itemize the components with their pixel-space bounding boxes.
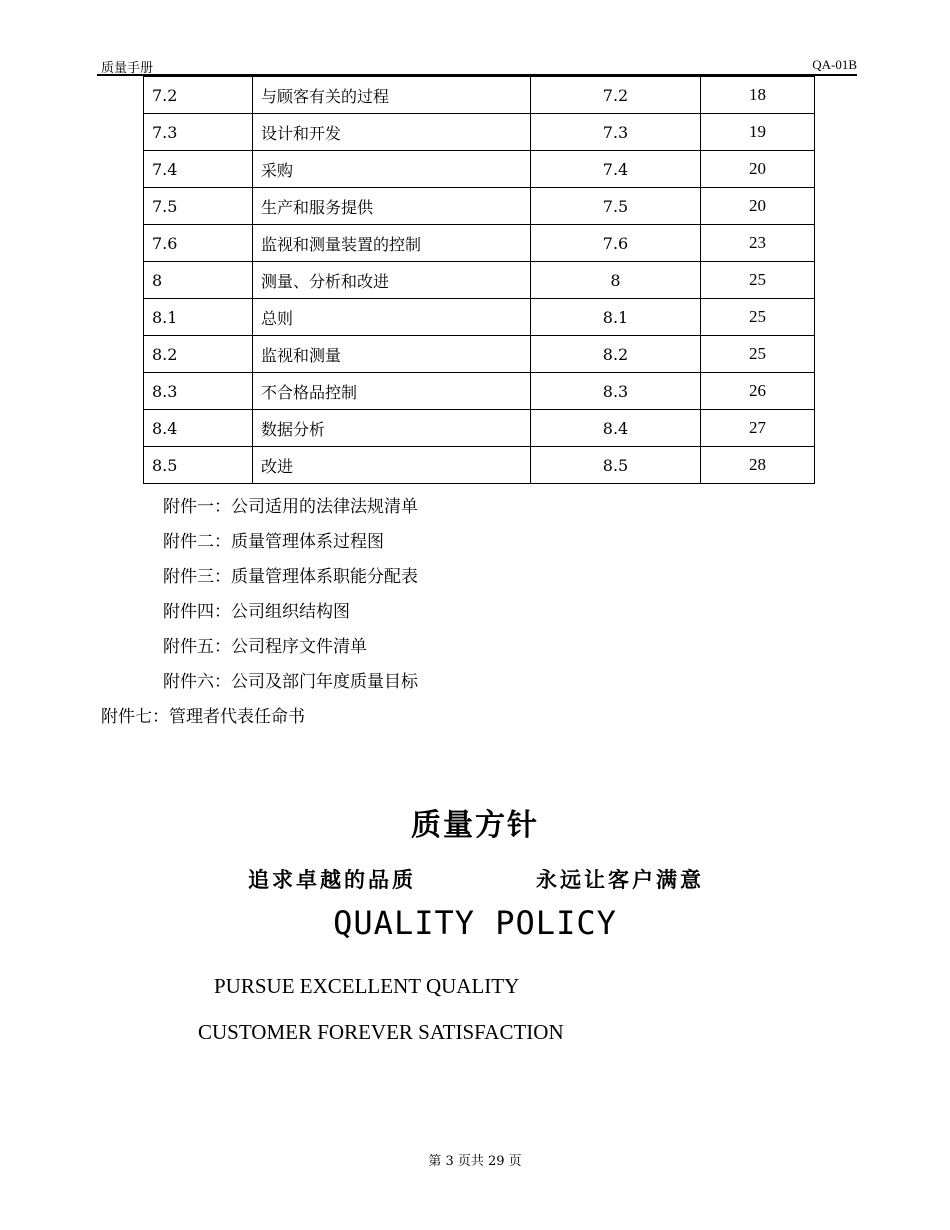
toc-row [144,151,815,188]
toc-section-title: 不合格品控制 [253,373,531,410]
toc-section-number: 8.1 [144,299,253,336]
toc-page-number: 25 [701,299,815,336]
toc-section-number: 7.4 [144,151,253,188]
header-doc-code: QA-01B [812,57,857,72]
toc-section-number: 7.3 [144,114,253,151]
toc-page-number: 19 [701,114,815,151]
toc-section-title: 设计和开发 [253,114,531,151]
appendix-7: 附件七：管理者代表任命书 [101,707,305,727]
toc-page-number: 25 [701,262,815,299]
toc-section-title: 测量、分析和改进 [253,262,531,299]
toc-clause: 8.3 [531,373,701,410]
toc-section-title: 总则 [253,299,531,336]
toc-clause: 7.2 [531,77,701,114]
toc-section-title: 监视和测量装置的控制 [253,225,531,262]
toc-row [144,410,815,447]
appendix-4: 附件四：公司组织结构图 [163,602,350,622]
toc-section-number: 8 [144,262,253,299]
toc-clause: 8.1 [531,299,701,336]
toc-section-title: 与顾客有关的过程 [253,77,531,114]
toc-row [144,77,815,114]
appendix-1: 附件一：公司适用的法律法规清单 [163,497,418,517]
toc-clause: 7.4 [531,151,701,188]
toc-row [144,299,815,336]
policy-cn-line-1: 追求卓越的品质 [248,868,416,892]
appendix-3: 附件三：质量管理体系职能分配表 [163,567,418,587]
toc-row [144,373,815,410]
toc-section-number: 8.5 [144,447,253,484]
toc-section-title: 生产和服务提供 [253,188,531,225]
toc-row [144,447,815,484]
toc-section-number: 7.2 [144,77,253,114]
toc-section-number: 8.2 [144,336,253,373]
toc-clause: 8.4 [531,410,701,447]
toc-clause: 7.6 [531,225,701,262]
appendix-2: 附件二：质量管理体系过程图 [163,532,384,552]
policy-title: 质量方针 [411,808,539,843]
header-title: 质量手册 [101,60,154,75]
toc-page-number: 25 [701,336,815,373]
toc-section-number: 8.3 [144,373,253,410]
toc-page-number: 23 [701,225,815,262]
toc-page-number: 18 [701,77,815,114]
toc-section-title: 改进 [253,447,531,484]
toc-section-title: 采购 [253,151,531,188]
toc-clause: 7.3 [531,114,701,151]
toc-clause: 8.2 [531,336,701,373]
toc-clause: 8 [531,262,701,299]
toc-table [143,76,815,484]
toc-section-number: 8.4 [144,410,253,447]
toc-row [144,188,815,225]
policy-en-title: QUALITY POLICY [333,904,617,942]
toc-page-number: 28 [701,447,815,484]
toc-section-number: 7.5 [144,188,253,225]
page-footer: 第 3 页共 29 页 [428,1154,522,1169]
policy-cn-line-2: 永远让客户满意 [536,868,704,892]
toc-row [144,262,815,299]
toc-row [144,225,815,262]
toc-page-number: 26 [701,373,815,410]
appendix-6: 附件六：公司及部门年度质量目标 [163,672,418,692]
toc-clause: 7.5 [531,188,701,225]
toc-page-number: 20 [701,188,815,225]
toc-section-title: 数据分析 [253,410,531,447]
policy-en-line-1: PURSUE EXCELLENT QUALITY [214,974,520,998]
policy-en-line-2: CUSTOMER FOREVER SATISFACTION [198,1020,564,1044]
appendix-5: 附件五：公司程序文件清单 [163,637,367,657]
toc-clause: 8.5 [531,447,701,484]
toc-row [144,114,815,151]
toc-row [144,336,815,373]
toc-page-number: 27 [701,410,815,447]
toc-section-number: 7.6 [144,225,253,262]
toc-page-number: 20 [701,151,815,188]
toc-section-title: 监视和测量 [253,336,531,373]
